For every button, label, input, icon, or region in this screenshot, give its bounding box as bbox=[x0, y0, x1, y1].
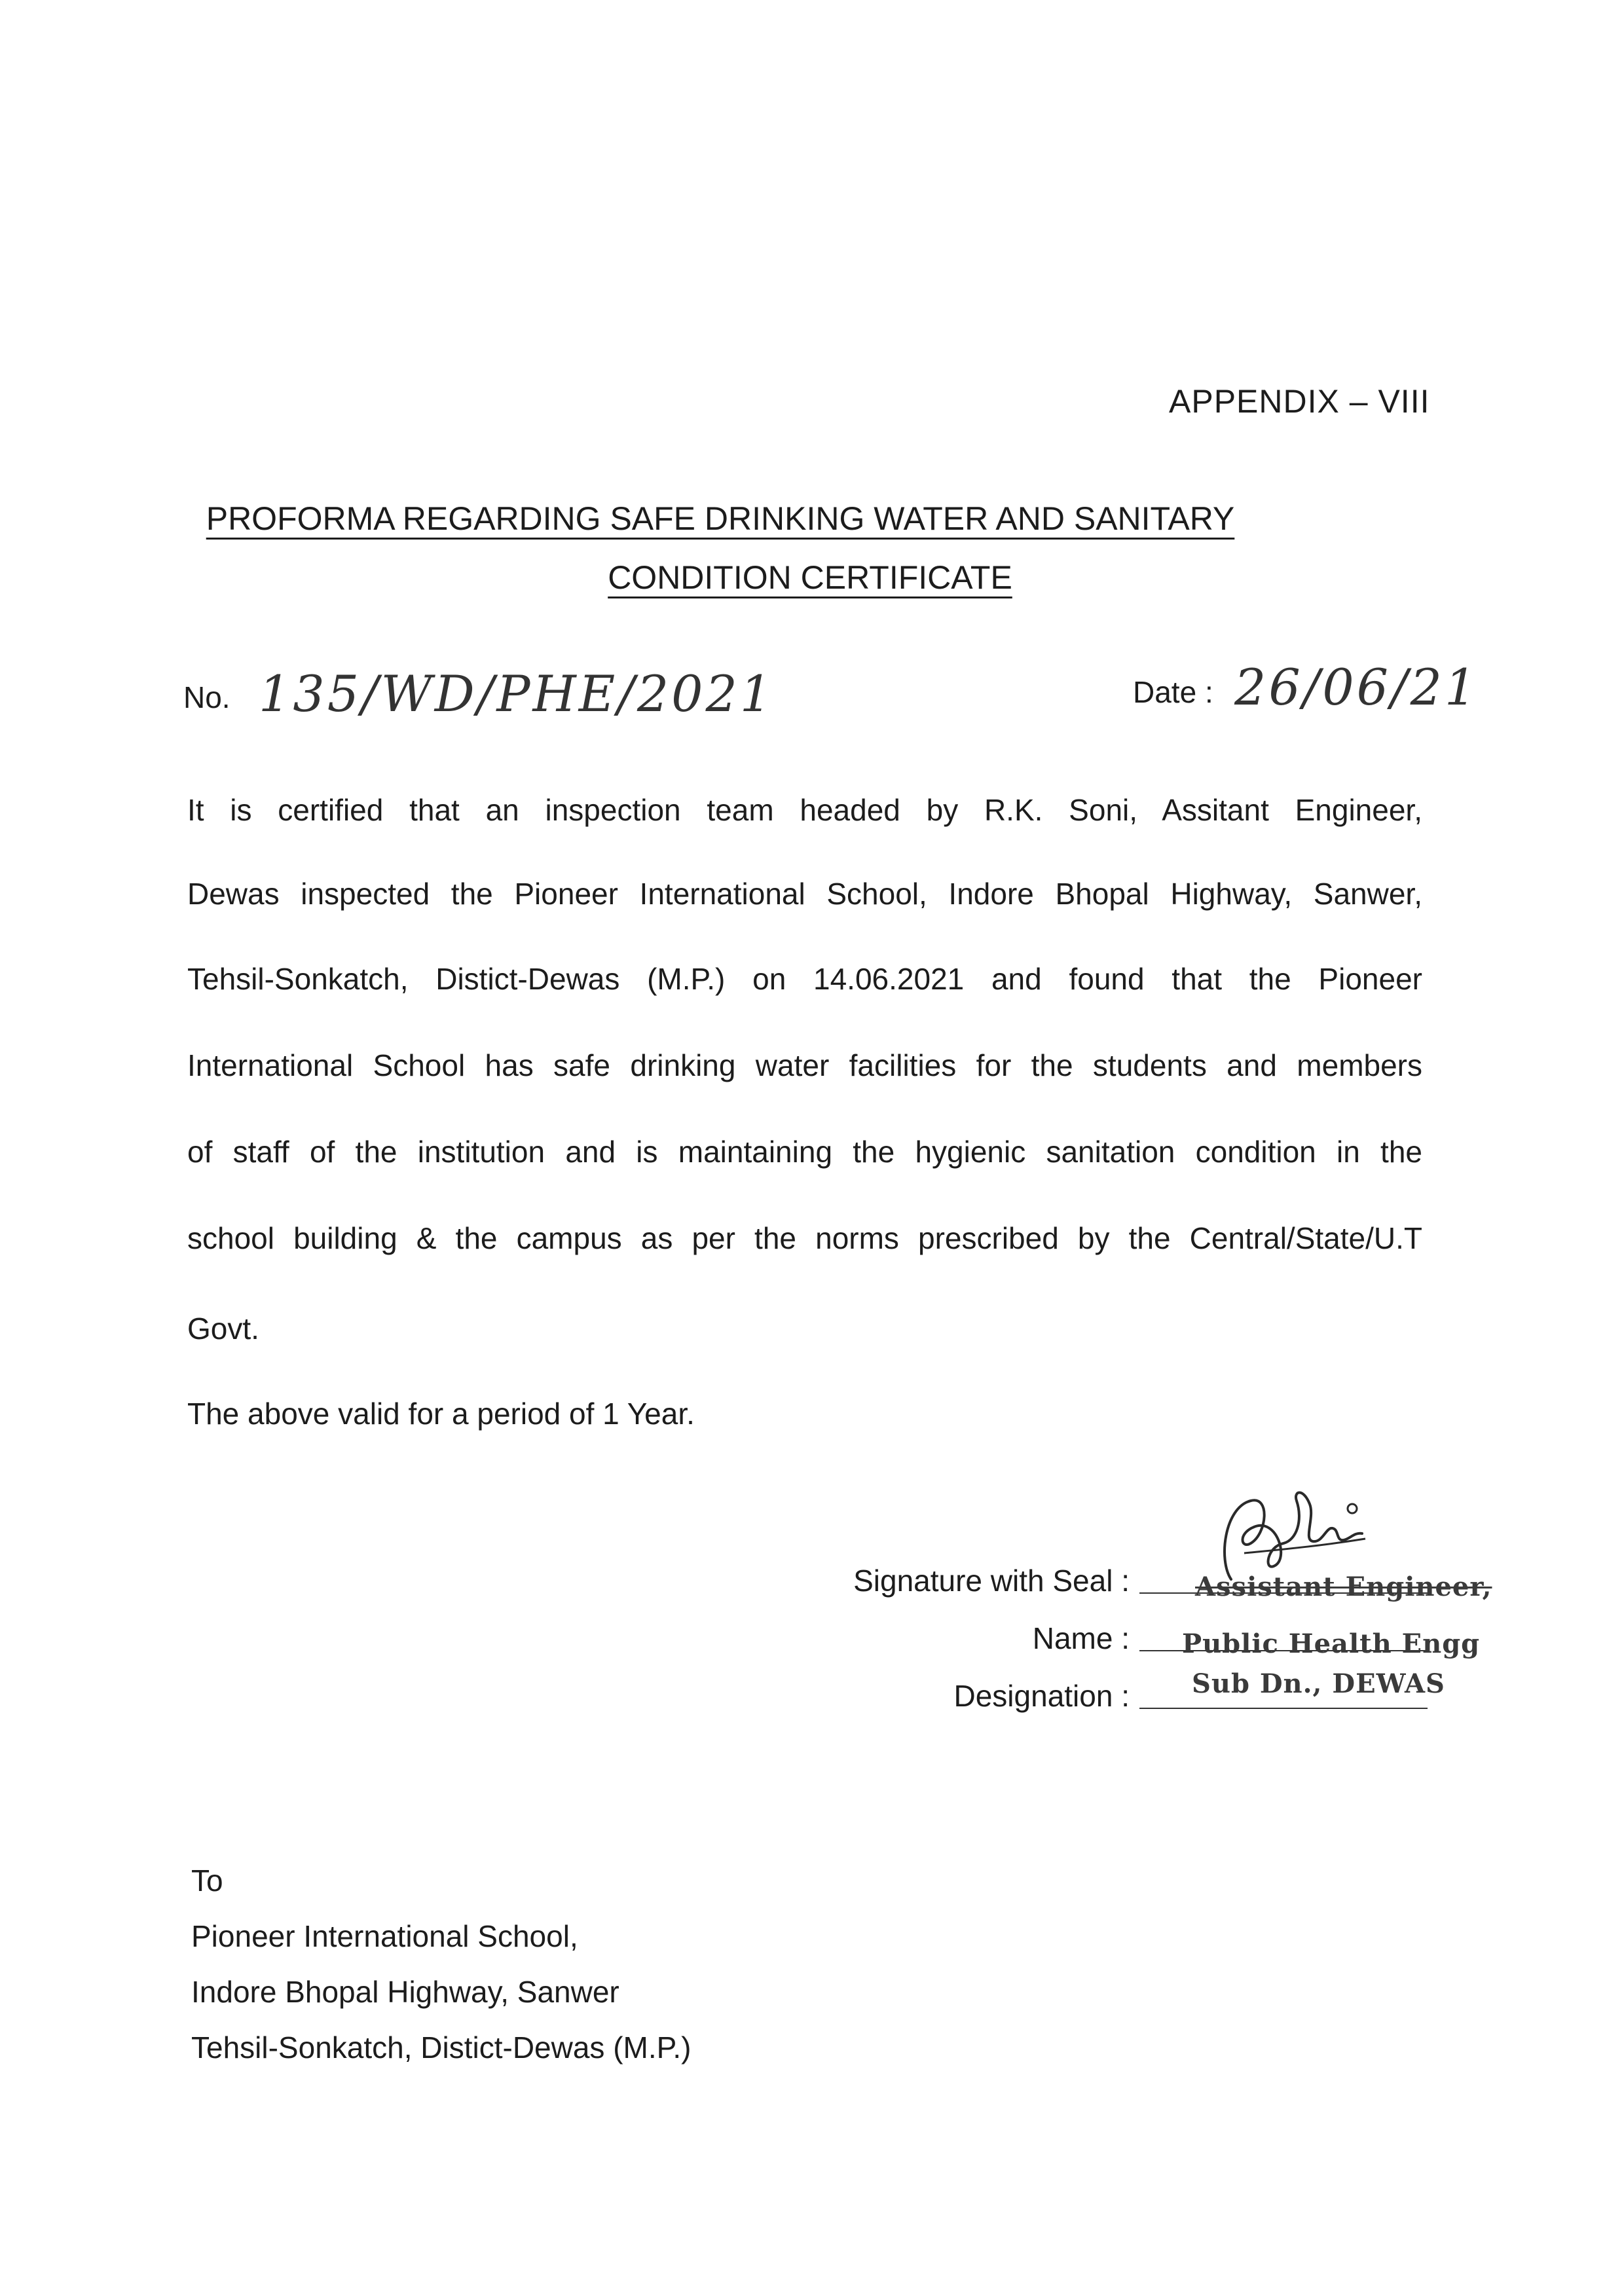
certificate-body-line: Govt. bbox=[187, 1312, 259, 1346]
certificate-body-line: school building & the campus as per the norms prescribed by the Central/State/U.T bbox=[187, 1221, 1422, 1255]
address-line-1: Pioneer International School, bbox=[191, 1919, 578, 1953]
address-line-2: Indore Bhopal Highway, Sanwer bbox=[191, 1975, 619, 2009]
seal-stamp-line-1: Assistant Engineer, bbox=[1195, 1571, 1492, 1602]
certificate-body-line: Dewas inspected the Pioneer International School, Indore Bhopal Highway, Sanwer, bbox=[187, 877, 1422, 911]
certificate-body-line: of staff of the institution and is maintaining the hygienic sanitation condition in the bbox=[187, 1135, 1422, 1169]
date-label: Date : bbox=[1133, 675, 1213, 709]
date-handwritten: 26/06/21 bbox=[1234, 658, 1479, 716]
certificate-body-line: Tehsil-Sonkatch, Distict-Dewas (M.P.) on 14.06.2021 and found that the Pioneer bbox=[187, 962, 1422, 996]
designation-label: Designation : bbox=[953, 1679, 1130, 1713]
signature-label: Signature with Seal : bbox=[853, 1564, 1130, 1598]
appendix-label: APPENDIX – VIII bbox=[1169, 383, 1430, 420]
reference-number-label: No. bbox=[183, 680, 231, 714]
address-to: To bbox=[191, 1864, 223, 1898]
reference-number-handwritten: 135/WD/PHE/2021 bbox=[259, 665, 775, 723]
document-title-line-1: PROFORMA REGARDING SAFE DRINKING WATER AND SANITARY bbox=[206, 500, 1235, 537]
name-label: Name : bbox=[1032, 1621, 1130, 1655]
address-line-3: Tehsil-Sonkatch, Distict-Dewas (M.P.) bbox=[191, 2030, 692, 2065]
designation-underline bbox=[1139, 1708, 1428, 1709]
certificate-body-line: International School has safe drinking water facilities for the students and members bbox=[187, 1048, 1422, 1082]
seal-stamp-line-2: Public Health Engg bbox=[1182, 1628, 1481, 1659]
document-title-line-2: CONDITION CERTIFICATE bbox=[608, 559, 1012, 596]
seal-stamp-line-3: Sub Dn., DEWAS bbox=[1192, 1668, 1445, 1699]
validity-statement: The above valid for a period of 1 Year. bbox=[187, 1397, 695, 1431]
certificate-body-line: It is certified that an inspection team headed by R.K. Soni, Assitant Engineer, bbox=[187, 793, 1422, 827]
